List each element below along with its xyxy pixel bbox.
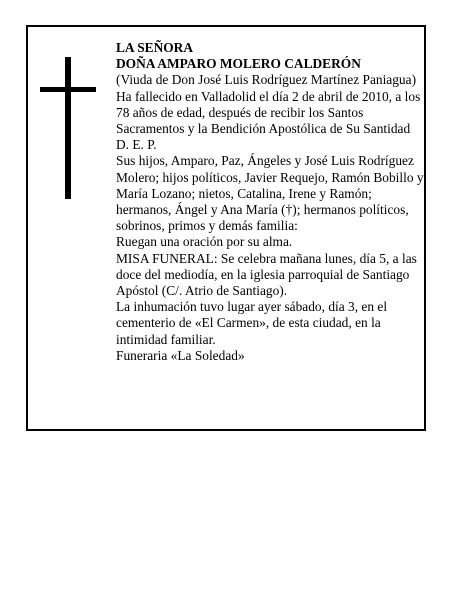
mass-paragraph: MISA FUNERAL: Se celebra mañana lunes, día 5, a las doce del mediodía, en la iglesia parroquial de Santiago Apóstol (C/. Atrio de Santiago). — [116, 250, 417, 299]
family-paragraph: Sus hijos, Amparo, Paz, Ángeles y José Luis Rodríguez Molero; hijos políticos, Javier Requejo, Ramón Bobillo y María Lozano; nietos, Catalina, Irene y Ramón; hermanos, Ángel y Ana María (†); hermanos políticos, sobrinos, primos y demás familia: — [116, 153, 424, 234]
notice-title: LA SEÑORA — [116, 40, 194, 55]
notice-text — [116, 40, 424, 364]
funeral-home-line: Funeraria «La Soledad» — [116, 347, 245, 363]
cross-vertical-bar — [65, 57, 71, 199]
death-paragraph: Ha fallecido en Valladolid el día 2 de abril de 2010, a los 78 años de edad, después de recibir los Santos Sacramentos y la Bendición Apostólica de Su Santidad — [116, 88, 421, 137]
obituary-notice — [26, 25, 426, 431]
deceased-name: DOÑA AMPARO MOLERO CALDERÓN — [116, 56, 361, 72]
rip-line: D. E. P. — [116, 137, 157, 153]
burial-paragraph: La inhumación tuvo lugar ayer sábado, día 3, en el cementerio de «El Carmen», de esta ciudad, en la intimidad familiar. — [116, 299, 388, 347]
cross-horizontal-bar — [40, 87, 96, 92]
widow-of-line: (Viuda de Don José Luis Rodríguez Martínez Paniagua) — [116, 72, 417, 88]
cross-icon — [40, 57, 96, 199]
prayer-line: Ruegan una oración por su alma. — [116, 234, 293, 250]
